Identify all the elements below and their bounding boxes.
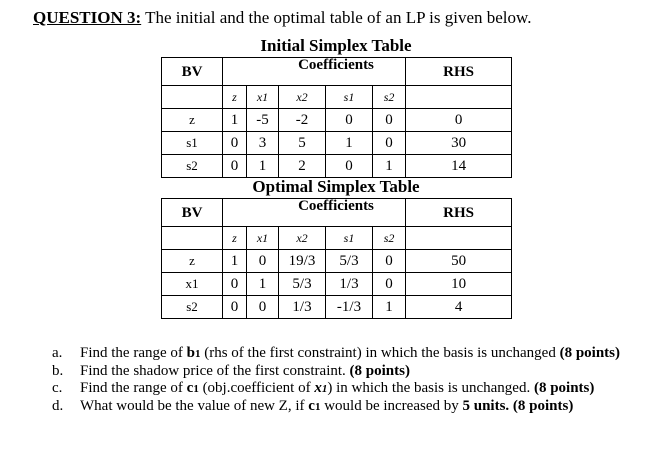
table-cell: 0 — [326, 109, 373, 132]
points-label: (8 points) — [349, 363, 410, 379]
points-label: (8 points) — [509, 398, 574, 414]
part-text: ) in which the basis is unchanged. — [327, 380, 534, 396]
bv-cell: s2 — [162, 155, 223, 178]
rhs-cell: 30 — [406, 132, 512, 155]
table-cell: 2 — [279, 155, 326, 178]
table-cell: 1 — [223, 250, 247, 273]
table-cell: 19/3 — [279, 250, 326, 273]
col-header-s1: s1 — [326, 227, 373, 250]
symbol-subscript: 1 — [193, 383, 199, 395]
rhs-cell: 50 — [406, 250, 512, 273]
optimal-simplex-table — [161, 198, 512, 319]
part-text: Find the range of — [80, 345, 187, 361]
col-header-x2: x2 — [279, 227, 326, 250]
points-label: (8 points) — [559, 345, 621, 361]
table-cell: -1/3 — [326, 296, 373, 319]
part-text: (rhs of the first constraint) in which the basis is unchanged — [200, 345, 560, 361]
col-header-s2: s2 — [373, 86, 406, 109]
symbol-subscript: 1 — [321, 383, 328, 395]
symbol-x: x — [314, 380, 322, 396]
rhs-header: RHS — [406, 58, 512, 86]
table-cell: -2 — [279, 109, 326, 132]
table-cell: 1 — [373, 155, 406, 178]
table-cell: 1 — [326, 132, 373, 155]
bv-cell: x1 — [162, 273, 223, 296]
table-cell: 0 — [223, 296, 247, 319]
coefficients-header-cell — [223, 199, 406, 210]
col-header-x1: x1 — [247, 86, 279, 109]
table-cell: 0 — [373, 273, 406, 296]
optimal-coefficients-label: Coefficients — [298, 198, 374, 214]
table-cell: 5/3 — [279, 273, 326, 296]
table-cell: -5 — [247, 109, 279, 132]
col-header-z: z — [223, 227, 247, 250]
table-cell: 1 — [373, 296, 406, 319]
part-letter: d. — [52, 398, 64, 414]
blank-cell — [406, 86, 512, 109]
rhs-cell: 14 — [406, 155, 512, 178]
table-cell: 5 — [279, 132, 326, 155]
coefficients-gap — [223, 209, 406, 227]
part-b — [52, 363, 620, 380]
table-cell: 0 — [223, 155, 247, 178]
table-cell: 1 — [223, 109, 247, 132]
bv-cell: s2 — [162, 296, 223, 319]
table-cell: 1/3 — [279, 296, 326, 319]
table-cell: 0 — [373, 109, 406, 132]
table-cell: 0 — [326, 155, 373, 178]
part-letter: b. — [52, 363, 64, 379]
part-text: Find the range of — [80, 380, 187, 396]
table-cell: 0 — [223, 132, 247, 155]
col-header-z: z — [223, 86, 247, 109]
blank-cell — [162, 86, 223, 109]
question-heading — [33, 8, 531, 28]
part-text: would be increased by — [320, 398, 463, 414]
table-cell: 0 — [373, 132, 406, 155]
table-cell: 5/3 — [326, 250, 373, 273]
points-label: (8 points) — [533, 380, 595, 396]
initial-simplex-table — [161, 57, 512, 178]
initial-table-title: Initial Simplex Table — [260, 36, 412, 55]
question-text: The initial and the optimal table of an LP is given below. — [141, 8, 532, 27]
symbol-subscript: 1 — [194, 348, 201, 360]
table-cell: 0 — [247, 250, 279, 273]
part-letter: a. — [52, 345, 63, 361]
table-cell: 0 — [373, 250, 406, 273]
part-c — [52, 380, 620, 398]
col-header-s2: s2 — [373, 227, 406, 250]
col-header-x2: x2 — [279, 86, 326, 109]
table-row — [162, 109, 512, 132]
part-letter: c. — [52, 380, 63, 396]
table-cell: 1 — [247, 155, 279, 178]
table-cell: 1/3 — [326, 273, 373, 296]
coefficients-header-cell — [223, 58, 406, 69]
symbol-b: b — [186, 345, 195, 361]
question-parts — [52, 345, 620, 416]
table-row — [162, 250, 512, 273]
rhs-cell: 10 — [406, 273, 512, 296]
symbol-subscript: 1 — [314, 401, 321, 413]
table-row — [162, 296, 512, 319]
symbol-c: c — [186, 380, 194, 396]
rhs-cell: 4 — [406, 296, 512, 319]
rhs-header: RHS — [406, 199, 512, 227]
table-cell: 3 — [247, 132, 279, 155]
bv-cell: z — [162, 109, 223, 132]
bv-header: BV — [162, 58, 223, 86]
question-number: QUESTION 3: — [33, 8, 142, 27]
col-header-s1: s1 — [326, 86, 373, 109]
blank-cell — [406, 227, 512, 250]
part-text: Find the shadow price of the first constraint. — [80, 363, 350, 379]
bv-cell: s1 — [162, 132, 223, 155]
part-text: (obj.coefficient of — [198, 380, 315, 396]
table-cell: 0 — [247, 296, 279, 319]
table-row — [162, 132, 512, 155]
table-row — [162, 155, 512, 178]
optimal-table-title: Optimal Simplex Table — [252, 177, 420, 196]
bv-cell: z — [162, 250, 223, 273]
symbol-c: c — [308, 398, 315, 414]
rhs-cell: 0 — [406, 109, 512, 132]
part-text: What would be the value of new Z, if — [80, 398, 309, 414]
initial-coefficients-label: Coefficients — [298, 57, 374, 73]
bv-header: BV — [162, 199, 223, 227]
col-header-x1: x1 — [247, 227, 279, 250]
table-cell: 1 — [247, 273, 279, 296]
table-row — [162, 273, 512, 296]
table-cell: 0 — [223, 273, 247, 296]
part-d — [52, 398, 620, 416]
coefficients-gap — [223, 68, 406, 86]
part-a — [52, 345, 620, 363]
amount-label: 5 units. — [462, 398, 510, 414]
blank-cell — [162, 227, 223, 250]
